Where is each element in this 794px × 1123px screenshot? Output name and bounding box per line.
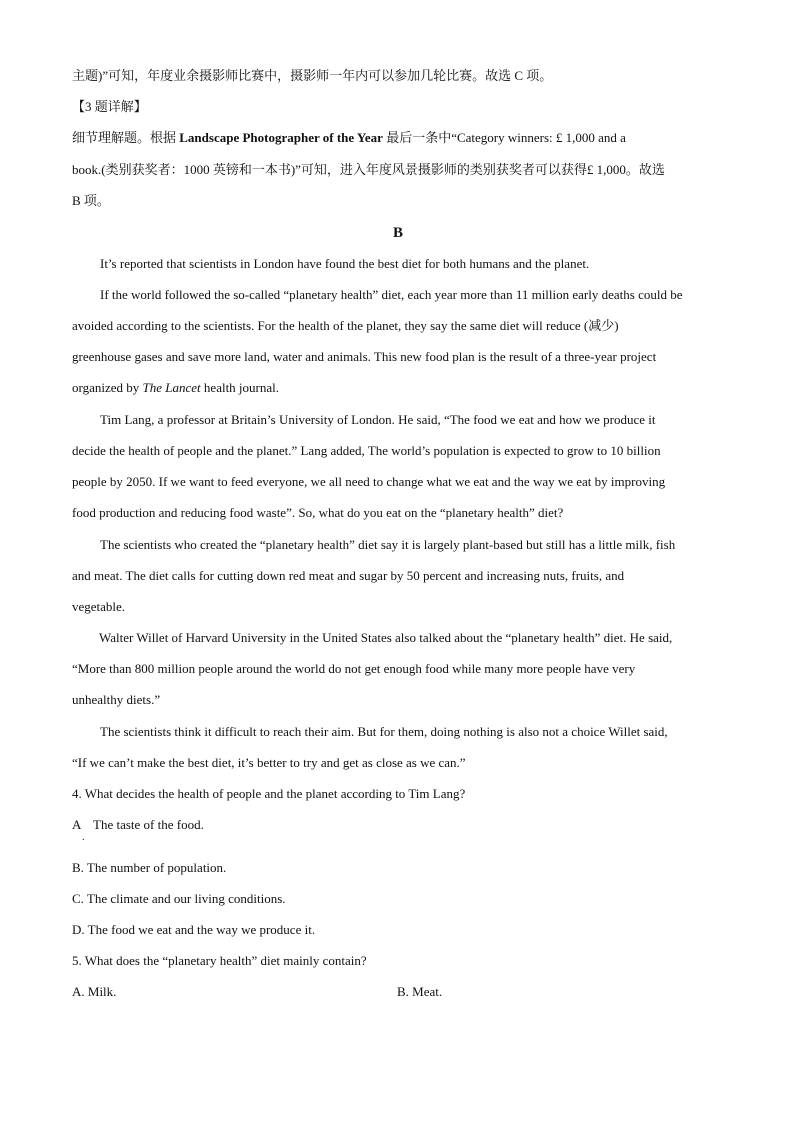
passage-paragraph-6-line-1: The scientists think it difficult to reach their aim. But for them, doing nothing is also not a choice Willet said, [100, 724, 668, 739]
passage-paragraph-3-line-3: people by 2050. If we want to feed everyone, we all need to change what we eat and the way we eat by improving [72, 474, 666, 489]
prev-explanation-line: 主题)”可知，年度业余摄影师比赛中，摄影师一年内可以参加几轮比赛。故选 C 项。 [72, 68, 553, 83]
question-4-option-d: D. The food we eat and the way we produce it. [72, 922, 316, 937]
passage-paragraph-5-line-3: unhealthy diets.” [72, 692, 161, 707]
option-a-dot: . [82, 832, 85, 843]
passage-paragraph-2-line-1: If the world followed the so-called “planetary health” diet, each year more than 11 million early deaths could be [100, 287, 683, 302]
passage-paragraph-3-line-2: decide the health of people and the planet.” Lang added, The world’s population is expected to grow to 10 billion [72, 443, 661, 458]
passage-paragraph-5-line-1: Walter Willet of Harvard University in the United States also talked about the “planetary health” diet. He said, [99, 630, 673, 645]
q3-text-cont: 最后一条中“Category winners: £ 1,000 and a [382, 130, 626, 145]
q3-explanation-line-1 [72, 128, 626, 148]
q3-heading: 【3 题详解】 [72, 99, 147, 114]
q3-bold-title: Landscape Photographer of the Year [179, 130, 383, 145]
question-4-option-a [72, 815, 372, 843]
passage-paragraph-4-line-2: and meat. The diet calls for cutting down red meat and sugar by 50 percent and increasing nuts, fruits, and [72, 568, 625, 583]
passage-paragraph-1: It’s reported that scientists in London have found the best diet for both humans and the planet. [100, 256, 590, 271]
passage-paragraph-2-line-3: greenhouse gases and save more land, water and animals. This new food plan is the result of a three-year project [72, 349, 657, 364]
q3-explanation-line-2: book.(类别获奖者：1000 英镑和一本书)”可知，进入年度风景摄影师的类别获奖者可以获得£ 1,000。故选 [72, 162, 665, 177]
passage-paragraph-6-line-2: “If we can’t make the best diet, it’s better to try and get as close as we can.” [72, 755, 466, 770]
question-5-stem: 5. What does the “planetary health” diet mainly contain? [72, 953, 367, 968]
section-title: B [392, 225, 403, 241]
question-5-option-b: B. Meat. [397, 984, 443, 999]
question-5-options-row [72, 982, 724, 1002]
question-5-option-a: A. Milk. [72, 984, 117, 999]
option-a-text: The taste of the food. [93, 817, 204, 832]
q3-explanation-line-3: B 项。 [72, 193, 110, 208]
passage-paragraph-4-line-1: The scientists who created the “planetary health” diet say it is largely plant-based but still has a little milk, fish [100, 537, 676, 552]
option-a-letter: A [72, 817, 82, 832]
q3-text: 细节理解题。根据 [72, 130, 180, 145]
question-4-option-c: C. The climate and our living conditions. [72, 891, 286, 906]
passage-paragraph-2-line-2: avoided according to the scientists. For the health of the planet, they say the same diet will reduce (减少) [72, 318, 619, 333]
passage-text: organized by [72, 380, 143, 395]
question-4-stem: 4. What decides the health of people and the planet according to Tim Lang? [72, 786, 466, 801]
passage-paragraph-4-line-3: vegetable. [72, 599, 126, 614]
passage-text-cont: health journal. [200, 380, 280, 395]
question-4-option-b: B. The number of population. [72, 860, 227, 875]
passage-paragraph-5-line-2: “More than 800 million people around the world do not get enough food while many more people have very [72, 661, 636, 676]
passage-paragraph-2-line-4 [72, 378, 279, 398]
journal-name: The Lancet [142, 380, 201, 395]
passage-paragraph-3-line-1: Tim Lang, a professor at Britain’s University of London. He said, “The food we eat and how we produce it [100, 412, 656, 427]
passage-paragraph-3-line-4: food production and reducing food waste”. So, what do you eat on the “planetary health” diet? [72, 505, 564, 520]
